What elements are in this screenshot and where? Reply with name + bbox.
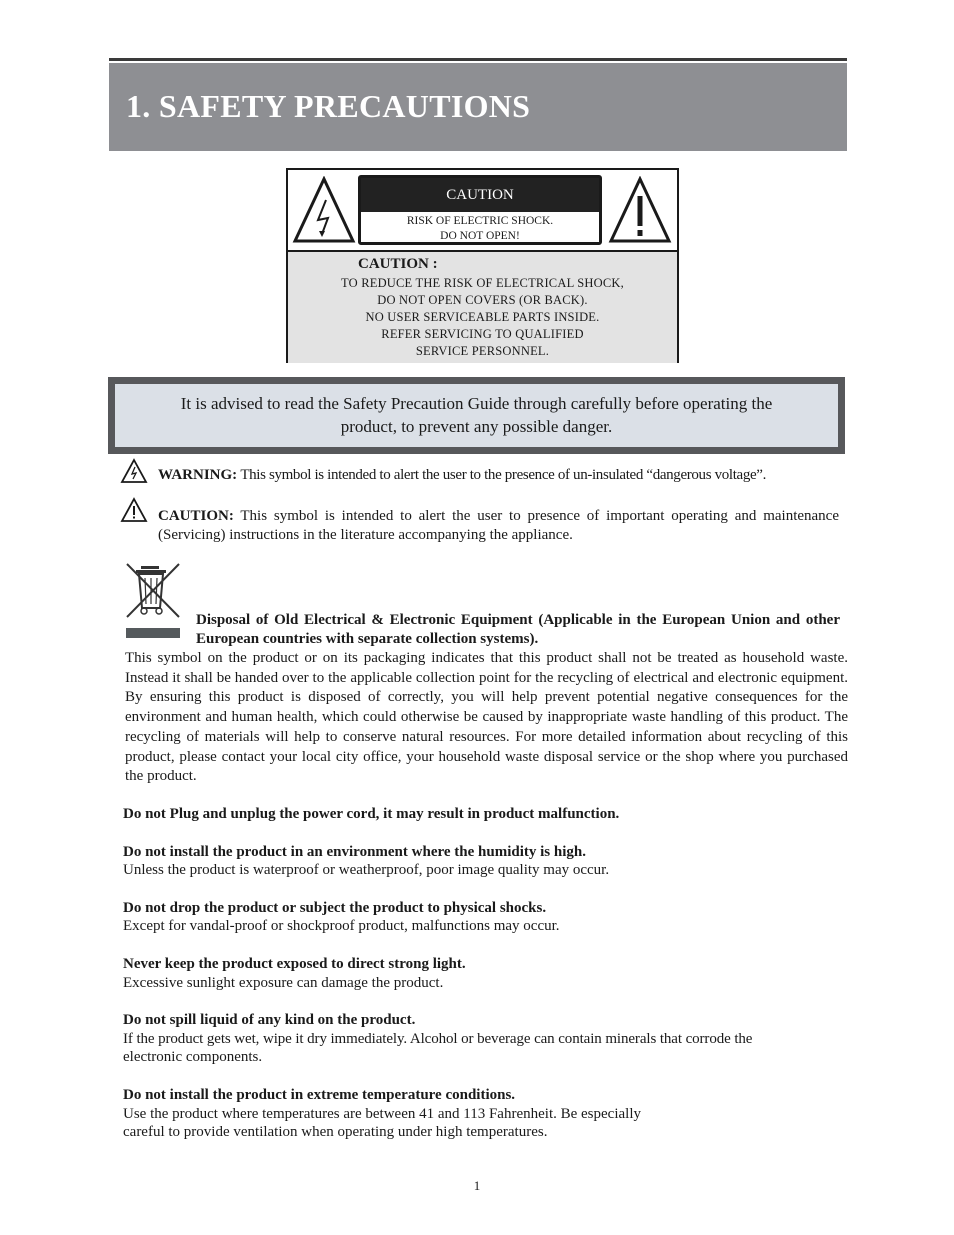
caution-label-line: RISK OF ELECTRIC SHOCK.: [406, 215, 554, 227]
precaution-title: Do not install the product in an environment where the humidity is high.: [123, 844, 586, 860]
caution-description: [158, 507, 839, 545]
precaution-detail: electronic components.: [123, 1049, 263, 1065]
caution-text: This symbol is intended to alert the user to presence of important operating and maintenance (Servicing) instructions in the literature accompanying the appliance.: [158, 508, 839, 543]
advisory-panel: [115, 384, 838, 447]
caution-instruction-line: NO USER SERVICEABLE PARTS INSIDE.: [365, 310, 600, 324]
precaution-title: Never keep the product exposed to direct strong light.: [123, 956, 466, 972]
caution-heading: CAUTION :: [358, 256, 438, 272]
caution-instruction-line: SERVICE PERSONNEL.: [415, 344, 550, 358]
precaution-detail: Use the product where temperatures are between 41 and 113 Fahrenheit. Be especially: [123, 1106, 641, 1122]
precaution-detail: If the product gets wet, wipe it dry immediately. Alcohol or beverage can contain minerals that corrode the: [123, 1031, 753, 1047]
caution-instructions: [288, 250, 677, 363]
precaution-detail: Unless the product is waterproof or weatherproof, poor image quality may occur.: [123, 862, 610, 878]
caution-instruction-line: DO NOT OPEN COVERS (OR BACK).: [377, 293, 588, 307]
precaution-title: Do not spill liquid of any kind on the product.: [123, 1012, 416, 1028]
caution-instruction-line: TO REDUCE THE RISK OF ELECTRICAL SHOCK,: [341, 276, 624, 290]
exclamation-triangle-icon: [608, 176, 672, 244]
advisory-box: [108, 377, 845, 454]
caution-instruction-line: REFER SERVICING TO QUALIFIED: [381, 327, 584, 341]
caution-label-top: [288, 170, 677, 248]
precaution-detail: Excessive sunlight exposure can damage the product.: [123, 975, 444, 991]
warning-label: WARNING:: [158, 467, 238, 483]
caution-label-banner: CAUTION: [361, 178, 599, 212]
caution-label-line: DO NOT OPEN!: [440, 230, 520, 242]
caution-triangle-icon: [120, 497, 148, 523]
caution-label-box: [286, 168, 679, 363]
page-title: 1. SAFETY PRECAUTIONS: [126, 88, 531, 124]
advisory-text: [115, 392, 838, 438]
precaution-title: Do not install the product in extreme temperature conditions.: [123, 1087, 516, 1103]
precaution-detail: Except for vandal-proof or shockproof product, malfunctions may occur.: [123, 918, 560, 934]
advisory-line: It is advised to read the Safety Precaution Guide through carefully before operating the: [180, 394, 773, 413]
lightning-bolt-triangle-icon: [292, 176, 356, 244]
precaution-detail: careful to provide ventilation when operating under high temperatures.: [123, 1124, 548, 1140]
precaution-title: Do not drop the product or subject the product to physical shocks.: [123, 900, 547, 916]
header-rule: [109, 58, 847, 61]
advisory-line: product, to prevent any possible danger.: [340, 417, 613, 436]
precaution-title: Do not Plug and unplug the power cord, it may result in product malfunction.: [123, 806, 620, 822]
page-number: 1: [473, 1178, 481, 1193]
warning-triangle-icon: [120, 458, 148, 484]
disposal-heading: Disposal of Old Electrical & Electronic Equipment (Applicable in the European Union and other European countries with separate collection systems).: [196, 612, 840, 647]
caution-label: CAUTION:: [158, 508, 234, 524]
caution-label-sticker: [358, 175, 602, 245]
warning-text: This symbol is intended to alert the user to the presence of un-insulated “dangerous voltage”.: [240, 467, 767, 483]
disposal-body: This symbol on the product or on its packaging indicates that this product shall not be treated as household waste. Instead it shall be handed over to the applicable collection point for the recycling of electrical and electronic equipment. By ensuring this product is disposed of correctly, you will help prevent potential negative consequences for the environment and human health, which could otherwise be caused by inappropriate waste handling of this product. The recycling of materials will help to conserve natural resources. For more detailed information about recycling of this product, please contact your local city office, your household waste disposal service or the shop where you purchased the product.: [125, 650, 848, 785]
warning-description: [158, 466, 848, 485]
crossed-out-wheelie-bin-icon: [124, 562, 182, 640]
